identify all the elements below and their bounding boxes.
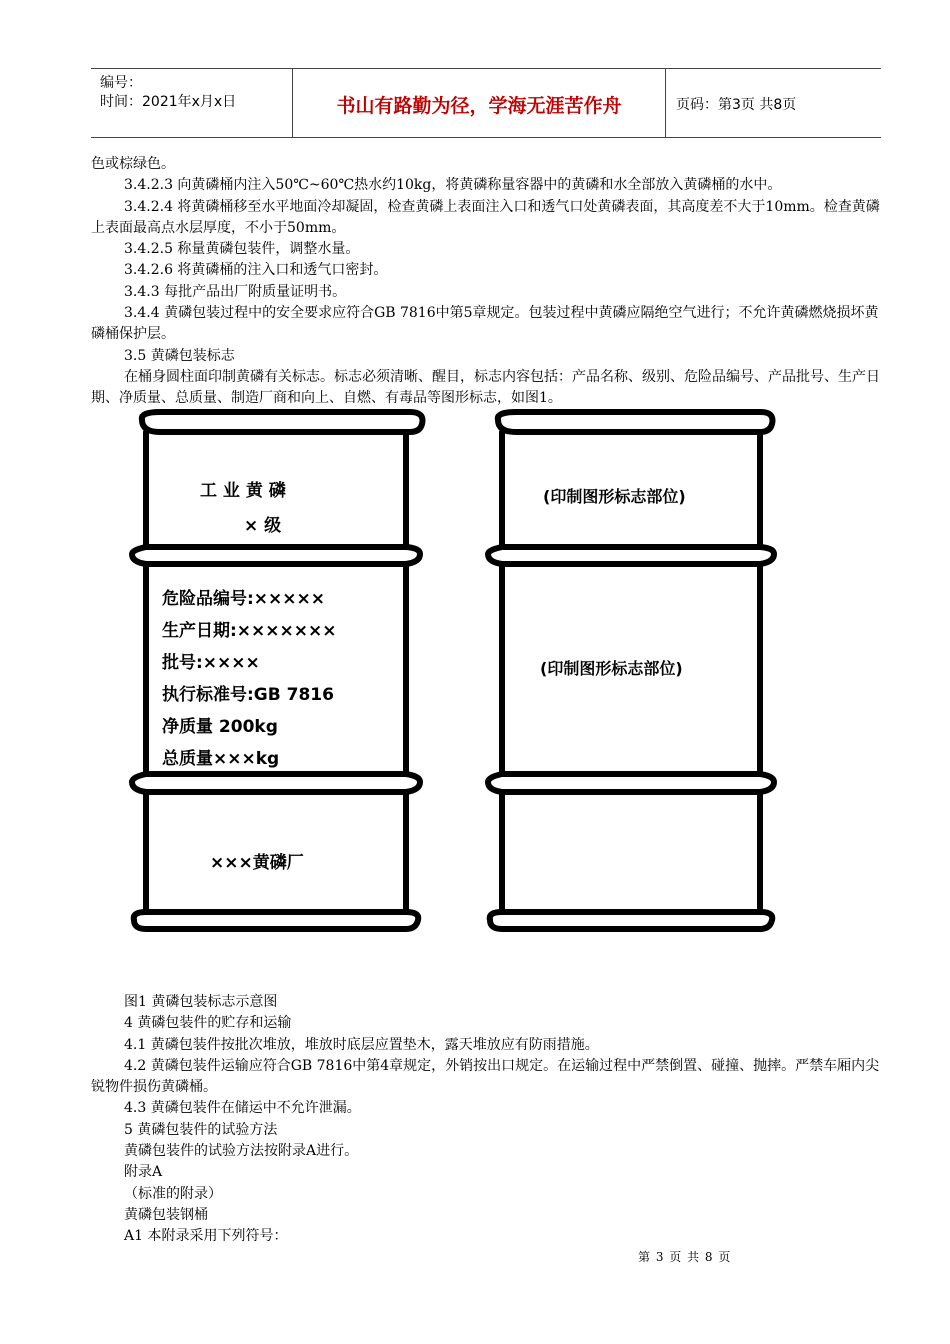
motto: 书山有路勤为径，学海无涯苦作舟 bbox=[336, 95, 622, 117]
paragraph: 4.3 黄磷包装件在储运中不允许泄漏。 bbox=[124, 1100, 361, 1117]
header-page-cell bbox=[666, 69, 881, 137]
page-label: 页码：第3页 共8页 bbox=[676, 97, 797, 113]
page-footer: 第 3 页 共 8 页 bbox=[638, 1250, 732, 1264]
production-date-label: 生产日期:××××××× bbox=[162, 621, 337, 641]
standard-number-label: 执行标准号:GB 7816 bbox=[162, 685, 334, 705]
section-heading: 3.5 黄磷包装标志 bbox=[124, 347, 235, 364]
paragraph: 3.4.3 每批产品出厂附质量证明书。 bbox=[124, 283, 347, 300]
appendix-title: 附录A bbox=[124, 1164, 163, 1181]
body-text-bottom bbox=[91, 992, 881, 1248]
graphic-mark-area-middle: (印制图形标志部位) bbox=[540, 659, 683, 678]
paragraph: 黄磷包装件的试验方法按附录A进行。 bbox=[124, 1143, 359, 1160]
net-weight-label: 净质量 200kg bbox=[162, 717, 278, 737]
page-header bbox=[91, 68, 881, 138]
product-name-label: 工 业 黄 磷 bbox=[200, 481, 286, 501]
paragraph: 3.4.2.3 向黄磷桶内注入50℃~60℃热水约10kg，将黄磷称量容器中的黄磷和水全部放入黄磷桶的水中。 bbox=[124, 177, 782, 194]
paragraph: 3.4.4 黄磷包装过程中的安全要求应符合GB 7816中第5章规定。包装过程中黄磷应隔绝空气进行；不允许黄磷燃烧损坏黄磷桶保护层。 bbox=[91, 305, 879, 343]
section-heading: 5 黄磷包装件的试验方法 bbox=[124, 1121, 278, 1138]
header-info-cell bbox=[91, 69, 293, 137]
grade-label: × 级 bbox=[244, 516, 282, 536]
paragraph: 3.4.2.4 将黄磷桶移至水平地面冷却凝固，检查黄磷上表面注入口和透气口处黄磷表面，其高度差不大于10mm。检查黄磷上表面最高点水层厚度，不小于50mm。 bbox=[91, 198, 880, 236]
paragraph: 4.1 黄磷包装件按批次堆放，堆放时底层应置垫木，露天堆放应有防雨措施。 bbox=[124, 1036, 599, 1053]
time-label: 时间：2021年x月x日 bbox=[100, 94, 237, 110]
header-motto-cell bbox=[293, 69, 666, 137]
batch-number-label: 批号:×××× bbox=[162, 653, 260, 673]
paragraph: 3.4.2.6 将黄磷桶的注入口和透气口密封。 bbox=[124, 262, 388, 279]
appendix-note: （标准的附录） bbox=[124, 1185, 222, 1202]
paragraph: 色或棕绿色。 bbox=[91, 156, 175, 172]
section-heading: 4 黄磷包装件的贮存和运输 bbox=[124, 1015, 292, 1032]
number-label: 编号： bbox=[100, 75, 142, 91]
appendix-subtitle: 黄磷包装钢桶 bbox=[124, 1206, 208, 1223]
body-text-top bbox=[91, 154, 881, 410]
paragraph: A1 本附录采用下列符号： bbox=[124, 1228, 288, 1245]
manufacturer-label: ×××黄磷厂 bbox=[210, 853, 304, 873]
paragraph: 3.4.2.5 称量黄磷包装件，调整水量。 bbox=[124, 241, 360, 258]
graphic-mark-area-top: (印制图形标志部位) bbox=[543, 487, 686, 506]
hazard-number-label: 危险品编号:××××× bbox=[162, 589, 326, 609]
paragraph: 4.2 黄磷包装件运输应符合GB 7816中第4章规定，外销按出口规定。在运输过程中严禁倒置、碰撞、抛摔。严禁车厢内尖锐物件损伤黄磷桶。 bbox=[91, 1057, 880, 1096]
gross-weight-label: 总质量×××kg bbox=[162, 749, 280, 769]
drum-marking-figure bbox=[120, 402, 780, 942]
figure-caption: 图1 黄磷包装标志示意图 bbox=[124, 994, 278, 1010]
paragraph: 在桶身圆柱面印制黄磷有关标志。标志必须清晰、醒目，标志内容包括：产品名称、级别、危险品编号、产品批号、生产日期、净质量、总质量、制造厂商和向上、自燃、有毒品等图形标志，如图1。 bbox=[91, 368, 880, 407]
